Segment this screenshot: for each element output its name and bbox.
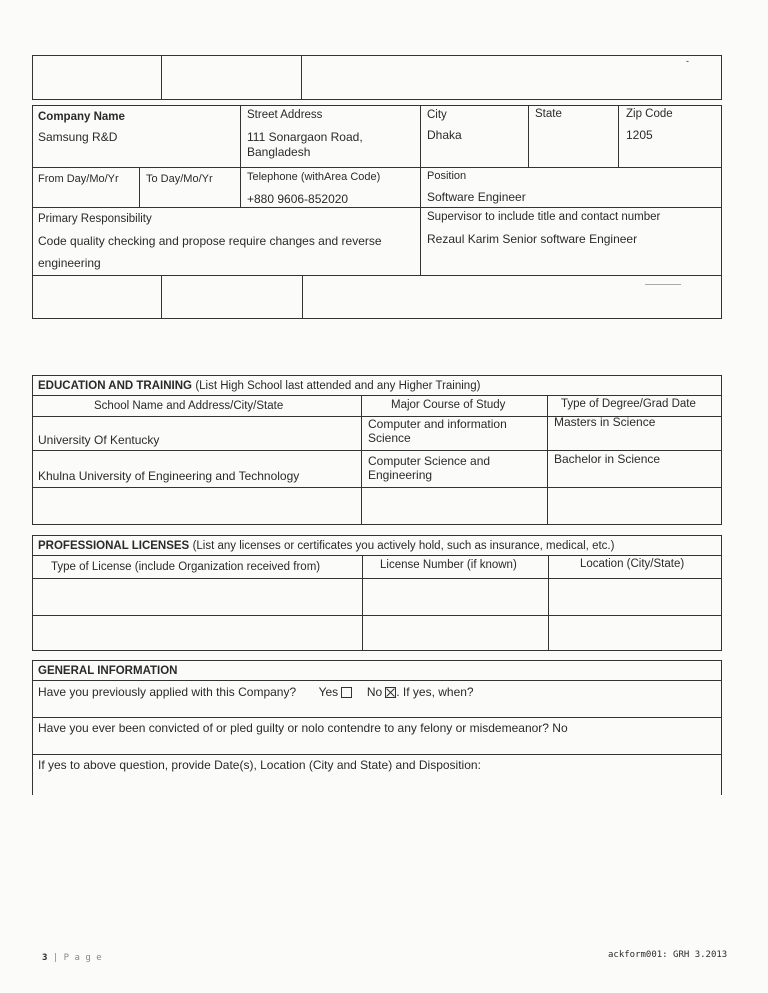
divider: [32, 615, 722, 616]
licenses-title-line: [38, 538, 614, 553]
divider: [548, 555, 549, 651]
school-column-header: School Name and Address/City/State: [94, 400, 284, 412]
divider: [161, 55, 162, 100]
telephone-label: Telephone (withArea Code): [247, 171, 381, 183]
supervisor-value[interactable]: Rezaul Karim Senior software Engineer: [427, 232, 638, 246]
education-title: EDUCATION AND TRAINING: [38, 380, 192, 392]
form-id: ackform001: GRH 3.2013: [608, 950, 728, 960]
divider: [32, 754, 722, 755]
divider: [420, 207, 722, 208]
divider: [161, 275, 162, 319]
divider: [362, 555, 363, 651]
divider: [32, 450, 722, 451]
license-type-column-header: Type of License (include Organization received from): [51, 561, 321, 573]
no-label: No: [366, 685, 383, 699]
page-number: 3: [42, 953, 48, 963]
no-checkbox-checked[interactable]: [385, 687, 396, 698]
major-value-line1[interactable]: Computer Science and: [368, 454, 491, 468]
licenses-title: PROFESSIONAL LICENSES: [38, 540, 190, 552]
divider: [361, 395, 362, 525]
to-date-label: To Day/Mo/Yr: [146, 173, 213, 185]
divider: [32, 487, 722, 488]
top-blank-row: [32, 55, 722, 100]
zip-code-label: Zip Code: [626, 108, 673, 120]
licenses-subtitle: (List any licenses or certificates you actively hold, such as insurance, medical, etc.): [192, 540, 615, 552]
state-label: State: [535, 108, 562, 120]
conviction-details-question: If yes to above question, provide Date(s), Location (City and State) and Disposition:: [38, 758, 481, 772]
divider: [420, 105, 421, 276]
divider: [301, 55, 302, 100]
page-label: | P a g e: [52, 953, 102, 963]
degree-value[interactable]: Bachelor in Science: [554, 452, 661, 466]
school-value[interactable]: University Of Kentucky: [38, 433, 160, 447]
education-title-line: [38, 378, 480, 393]
applied-question: Have you previously applied with this Company?: [38, 685, 297, 699]
divider: [547, 395, 548, 525]
responsibility-line1-value[interactable]: Code quality checking and propose require changes and reverse: [38, 234, 382, 248]
divider: [302, 275, 303, 319]
yes-checkbox[interactable]: [341, 687, 352, 698]
page-number-line: [42, 951, 102, 965]
major-column-header: Major Course of Study: [391, 399, 506, 411]
position-value[interactable]: Software Engineer: [427, 190, 526, 204]
license-number-column-header: License Number (if known): [380, 559, 517, 571]
applied-followup: . If yes, when?: [396, 685, 474, 699]
stray-mark: -: [686, 56, 689, 66]
major-value-line2[interactable]: Science: [368, 431, 411, 445]
street-line2-value[interactable]: Bangladesh: [247, 145, 311, 159]
divider: [32, 395, 722, 396]
divider: [528, 105, 529, 167]
primary-responsibility-label: Primary Responsibility: [38, 213, 152, 225]
divider: [32, 578, 722, 579]
divider: [32, 167, 722, 168]
divider: [618, 105, 619, 167]
yes-label: Yes: [318, 685, 339, 699]
applied-question-line: [38, 685, 474, 699]
street-line1-value[interactable]: 111 Sonargaon Road,: [247, 130, 363, 144]
license-location-column-header: Location (City/State): [580, 558, 685, 570]
school-value[interactable]: Khulna University of Engineering and Technology: [38, 469, 300, 483]
degree-value[interactable]: Masters in Science: [554, 415, 656, 429]
from-date-label: From Day/Mo/Yr: [38, 173, 119, 185]
city-label: City: [427, 109, 447, 121]
divider: [32, 717, 722, 718]
divider: [32, 555, 722, 556]
general-title: GENERAL INFORMATION: [38, 665, 178, 677]
responsibility-line2-value[interactable]: engineering: [38, 256, 101, 270]
conviction-question: Have you ever been convicted of or pled guilty or nolo contendre to any felony or misdemeanor? No: [38, 721, 568, 735]
education-subtitle: (List High School last attended and any Higher Training): [195, 380, 481, 392]
street-address-label: Street Address: [247, 109, 323, 121]
telephone-value[interactable]: +880 9606-852020: [247, 192, 349, 206]
position-label: Position: [427, 170, 467, 182]
divider: [32, 680, 722, 681]
stray-mark: [645, 284, 681, 285]
company-name-value[interactable]: Samsung R&D: [38, 130, 118, 144]
supervisor-label: Supervisor to include title and contact number: [427, 211, 661, 223]
zip-code-value[interactable]: 1205: [626, 128, 653, 142]
major-value-line2[interactable]: Engineering: [368, 468, 433, 482]
company-name-label: Company Name: [38, 111, 125, 123]
divider: [32, 207, 420, 208]
degree-column-header: Type of Degree/Grad Date: [561, 398, 696, 410]
city-value[interactable]: Dhaka: [427, 128, 462, 142]
divider: [139, 167, 140, 207]
blank-employment-row: [32, 275, 722, 319]
divider: [240, 105, 241, 207]
major-value-line1[interactable]: Computer and information: [368, 417, 507, 431]
